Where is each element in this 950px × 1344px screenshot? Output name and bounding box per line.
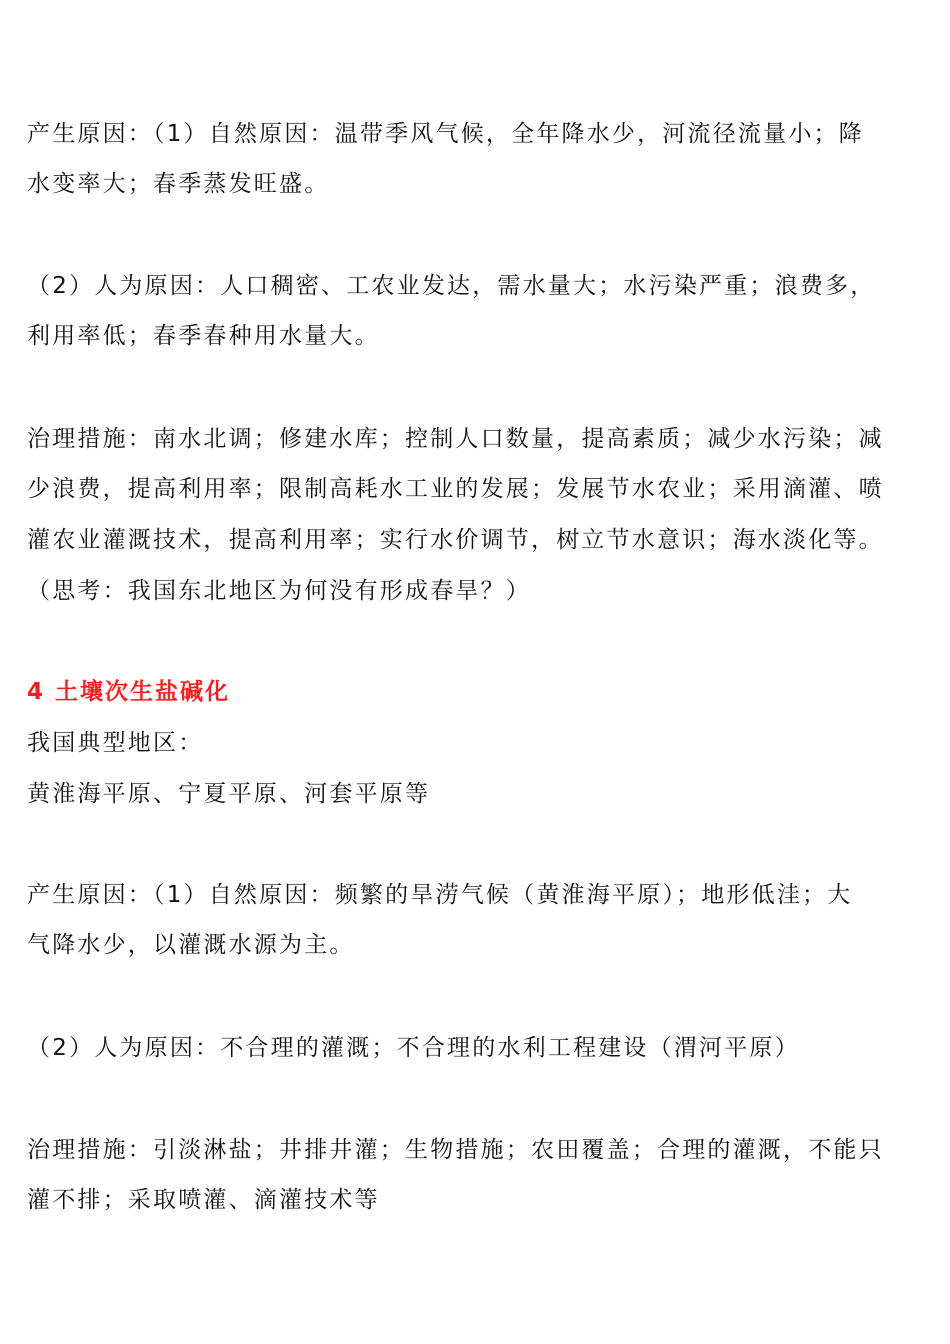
section-heading-4: 4 土壤次生盐碱化: [27, 679, 231, 705]
salinization-natural-cause-line-2: 气降水少，以灌溉水源为主。: [27, 932, 355, 958]
human-cause-line-2: 利用率低；春季春种用水量大。: [27, 323, 380, 349]
measures-line-2: 少浪费，提高利用率；限制高耗水工业的发展；发展节水农业；采用滴灌、喷: [27, 476, 884, 502]
human-cause-line-1: （2）人为原因：人口稠密、工农业发达，需水量大；水污染严重；浪费多，: [27, 273, 876, 299]
think-question: （思考：我国东北地区为何没有形成春旱？）: [27, 578, 531, 604]
salinization-natural-cause-line-1: 产生原因：（1）自然原因：频繁的旱涝气候（黄淮海平原）；地形低洼；大: [27, 882, 853, 908]
salinization-measures-line-2: 灌不排；采取喷灌、滴灌技术等: [27, 1187, 380, 1213]
salinization-measures-line-1: 治理措施：引淡淋盐；井排井灌；生物措施；农田覆盖；合理的灌溉，不能只: [27, 1137, 884, 1163]
natural-cause-line-2: 水变率大；春季蒸发旺盛。: [27, 171, 330, 197]
measures-line-3: 灌农业灌溉技术，提高利用率；实行水价调节，树立节水意识；海水淡化等。: [27, 527, 884, 553]
measures-line-1: 治理措施：南水北调；修建水库；控制人口数量，提高素质；减少水污染；减: [27, 426, 884, 452]
regions-label: 我国典型地区：: [27, 730, 204, 756]
natural-cause-line-1: 产生原因：（1）自然原因：温带季风气候，全年降水少，河流径流量小；降: [27, 121, 864, 147]
regions-value: 黄淮海平原、宁夏平原、河套平原等: [27, 781, 431, 807]
salinization-human-cause-line: （2）人为原因：不合理的灌溉；不合理的水利工程建设（渭河平原）: [27, 1035, 800, 1061]
